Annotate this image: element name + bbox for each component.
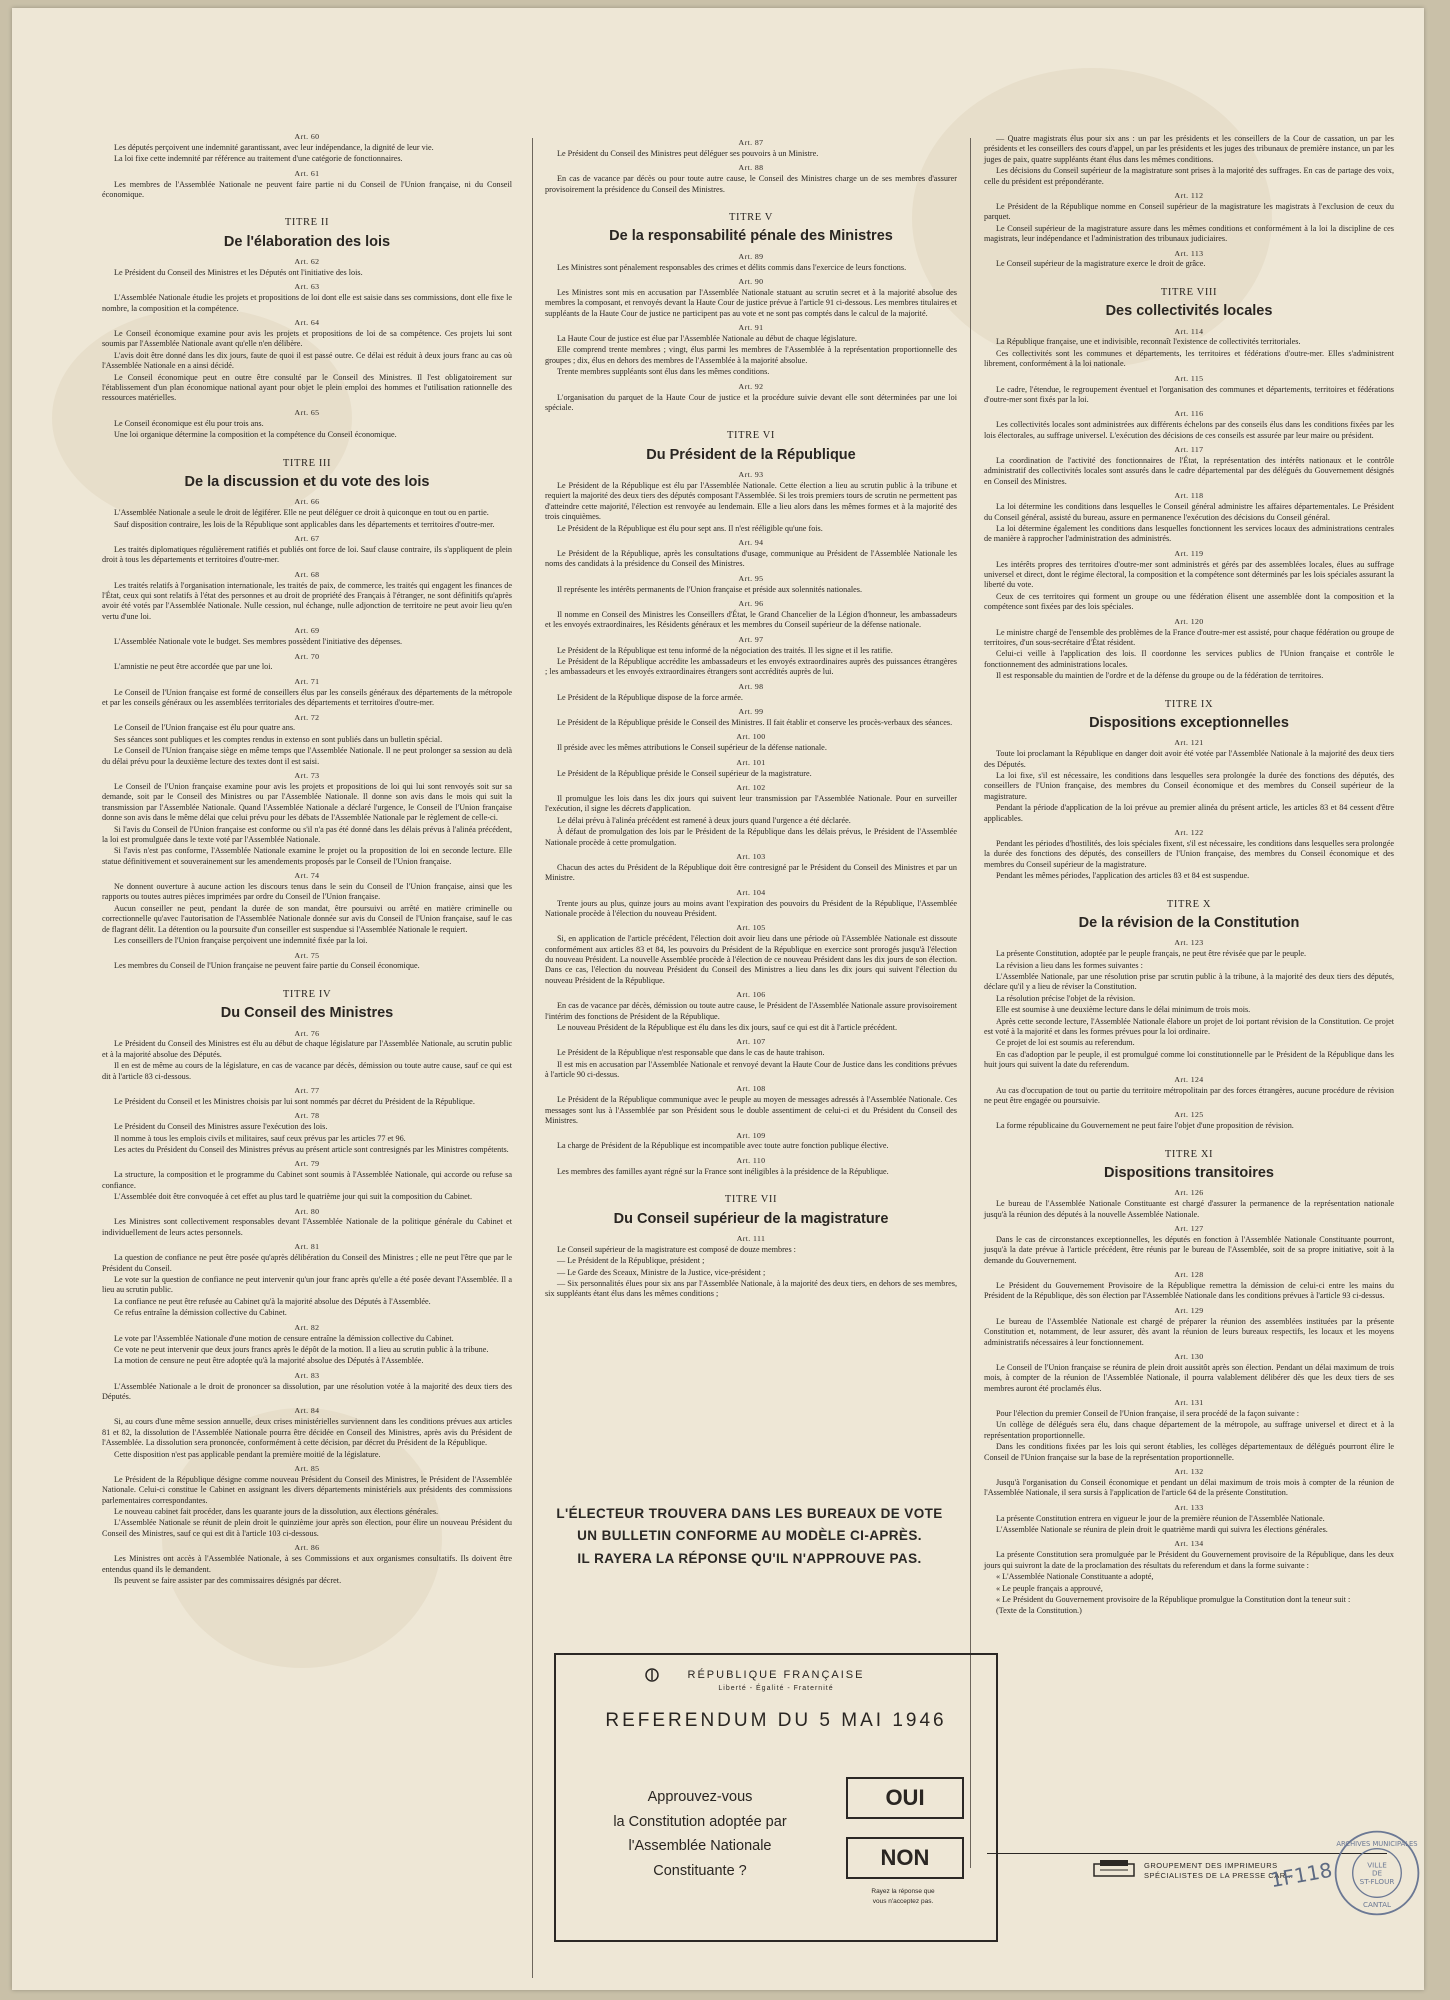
article-heading: Art. 88 xyxy=(738,163,764,173)
article-text: Le Président de la République communique avec le peuple au moyen de messages adressés à l'Assemblée Nationale. Ces messages sont lus à l'Assemblée par son Président sous le double assentiment de celui-ci et du Président du Conseil des Ministres. xyxy=(545,1095,957,1126)
article-text: — Six personnalités élues pour six ans par l'Assemblée Nationale, à la majorité des deux tiers, en dehors de ses membres, six suppléants étant élus dans les mêmes conditions ; xyxy=(545,1279,957,1299)
article-text: Le vote par l'Assemblée Nationale d'une motion de censure entraîne la démission collective du Cabinet. xyxy=(114,1333,454,1343)
titre-label: TITRE XI xyxy=(1164,1148,1214,1160)
article-text: Les membres des familles ayant régné sur la France sont inéligibles à la présidence de la République. xyxy=(557,1166,889,1176)
article-text: La loi détermine également les conditions dans lesquelles fonctionnent les services locaux des administrations centrales de manière à rapprocher l'administration des administrés. xyxy=(984,523,1394,544)
article-text: La loi fixe, s'il est nécessaire, les conditions dans lesquelles sera prolongée la durée des fonctions des députés, des conseillers de l'Union française, des membres du Conseil économique et des membres du Conseil supérieur de la magistrature. xyxy=(984,771,1394,801)
article-text: — Le Président de la République, président ; xyxy=(557,1256,705,1266)
emblem-icon xyxy=(644,1667,660,1683)
article-text: L'Assemblée Nationale étudie les projets et propositions de loi dont elle est saisie dans ses commissions, dont elle fixe le nombre, la composition et la compétence. xyxy=(102,293,512,313)
article-heading: Art. 124 xyxy=(1174,1074,1204,1084)
titre-label: TITRE III xyxy=(282,457,332,469)
article-text: Si l'avis du Conseil de l'Union française est conforme ou s'il n'a pas été donné dans les délais prévus à l'alinéa précédent, la loi est promulguée dans le texte voté par l'Assemblée Nationale. xyxy=(102,824,512,844)
article-heading: Art. 62 xyxy=(294,257,320,267)
article-heading: Art. 111 xyxy=(736,1233,766,1243)
titre-title: De la révision de la Constitution xyxy=(1078,914,1300,931)
stamp-center-text: ST-FLOUR xyxy=(1359,1876,1395,1886)
article-text: « Le peuple français a approuvé, xyxy=(996,1583,1103,1593)
titre-label: TITRE VII xyxy=(724,1194,778,1206)
article-text: Le Conseil économique peut en outre être consulté par le Conseil des Ministres. Il l'est obligatoirement sur l'établissement d'un plan économique national ayant pour objet le plein emploi des hommes et l'utilisation rationnelle des ressources matérielles. xyxy=(102,372,512,403)
article-text: Ceux de ces territoires qui forment un groupe ou une fédération élisent une assemblée dont la composition et la compétence sont fixées par des lois spéciales. xyxy=(984,591,1394,612)
article-heading: Art. 81 xyxy=(294,1242,320,1252)
article-text: Le Président de la République nomme en Conseil supérieur de la magistrature les magistrats à l'exclusion de ceux du parquet. xyxy=(984,201,1394,222)
article-text: Les Ministres sont mis en accusation par l'Assemblée Nationale statuant au scrutin secret et à la majorité absolue des membres la composant, et renvoyés devant la Haute Cour de justice prévue à l'article 91 ci-dessous. Les membres titulaires et suppléants de la Haute Cour de justice ne participent pas au vote et ne sont pas comptés dans le calcul de la majorité. xyxy=(545,287,957,318)
article-text: Jusqu'à l'organisation du Conseil économique et pendant un délai maximum de trois mois à compter de la réunion de l'Assemblée Nationale, il sera sursis à l'application de l'article 64 de la présente Constitution. xyxy=(984,1477,1394,1498)
article-text: Il nomme à tous les emplois civils et militaires, sauf ceux prévus par les articles 77 et 96. xyxy=(114,1133,406,1143)
article-heading: Art. 73 xyxy=(294,771,320,781)
article-text: Le Conseil économique est élu pour trois ans. xyxy=(114,418,264,428)
article-text: Il représente les intérêts permanents de l'Union française et préside aux solennités nationales. xyxy=(557,584,862,594)
article-heading: Art. 91 xyxy=(738,323,764,333)
titre-title: De l'élaboration des lois xyxy=(223,233,391,250)
article-heading: Art. 105 xyxy=(736,923,766,933)
article-heading: Art. 100 xyxy=(736,732,766,742)
article-text: Chacun des actes du Président de la République doit être contresigné par le Président du Conseil des Ministres et par un Ministre. xyxy=(545,862,957,883)
notice-line: UN BULLETIN CONFORME AU MODÈLE CI-APRÈS. xyxy=(577,1528,922,1544)
article-text: Le délai prévu à l'alinéa précédent est ramené à deux jours quand l'urgence a été déclarée. xyxy=(557,815,851,825)
article-text: Dans le cas de circonstances exceptionnelles, les députés en fonction à l'Assemblée Nationale Constituante pourront, jusqu'à la date prévue à l'article précédent, être réunis par le bureau de l'Assemblée, soit de sa propre initiative, soit à la demande du Gouvernement. xyxy=(984,1234,1394,1265)
article-text: La présente Constitution, adoptée par le peuple français, ne peut être révisée que par le peuple. xyxy=(996,949,1307,959)
article-text: La loi détermine les conditions dans lesquelles le Conseil général administre les affaires départementales. Le Président du Conseil général, assisté du bureau, assure en permanence l'exécution des décisions du Conseil général. xyxy=(984,502,1394,522)
article-heading: Art. 131 xyxy=(1174,1398,1204,1408)
article-text: Ce projet de loi est soumis au referendum. xyxy=(996,1038,1135,1048)
article-text: Une loi organique détermine la composition et la compétence du Conseil économique. xyxy=(114,430,397,440)
article-text: Le Président de la République, après les consultations d'usage, communique au Président de l'Assemblée Nationale les noms des candidats à la présidence du Conseil des Ministres. xyxy=(545,548,957,569)
article-text: Si, en application de l'article précédent, l'élection doit avoir lieu dans une période où l'Assemblée Nationale est dissoute conformément aux articles 83 et 84, les pouvoirs du Président de la République en exercice sont prorogés jusqu'à l'élection du nouveau Président. La nouvelle Assemblée procède à l'élection de ce nouveau Président dans les dix jours de son élection. Dans ce cas, l'élection du nouveau Président du Conseil des Ministres a lieu dans les dix jours qui suivent l'élection du nouveau Président de la République. xyxy=(545,934,957,985)
voter-notice xyxy=(552,1503,947,1570)
article-heading: Art. 93 xyxy=(738,470,764,480)
article-text: Le Président de la République préside le Conseil supérieur de la magistrature. xyxy=(557,768,812,778)
article-text: Celui-ci veille à l'application des lois. Il coordonne les services publics de l'Union française et contrôle le fonctionnement des administrations locales. xyxy=(984,649,1394,669)
titre-label: TITRE X xyxy=(1166,898,1212,910)
article-text: Le Conseil de l'Union française est élu pour quatre ans. xyxy=(114,723,296,733)
article-text: Le Conseil de l'Union française est formé de conseillers élus par les conseils généraux des départements de la métropole et par les conseils généraux ou les assemblées territoriales des départements et territoires d'outre-mer. xyxy=(102,687,512,708)
article-text: Pendant la période d'application de la loi prévue au premier alinéa du présent article, les articles 83 et 84 cessent d'être applicables. xyxy=(984,803,1394,823)
article-heading: Art. 87 xyxy=(738,138,764,147)
article-text: L'Assemblée Nationale se réunit de plein droit le quinzième jour après son élection, pour élire un nouveau Président du Conseil des Ministres, sauf ce qui est dit à l'article 103 ci-dessous. xyxy=(102,1518,512,1538)
article-text: Le Président de la République désigne comme nouveau Président du Conseil des Ministres, le Président de l'Assemblée Nationale. Celui-ci constitue le Cabinet en assignant les divers départements ministériels aux présidents des commissions parlementaires correspondantes. xyxy=(102,1474,512,1505)
titre-title: Des collectivités locales xyxy=(1105,303,1273,320)
article-text: La présente Constitution entrera en vigueur le jour de la première réunion de l'Assemblée Nationale. xyxy=(996,1513,1325,1523)
stamp-bottom-text: CANTAL xyxy=(1362,1900,1392,1910)
article-heading: Art. 129 xyxy=(1174,1305,1204,1315)
article-text: La coordination de l'activité des fonctionnaires de l'État, la représentation des intérêts nationaux et le contrôle administratif des collectivités locales sont assurés dans le cadre départemental par des délégués du Gouvernement désignés en Conseil des Ministres. xyxy=(984,455,1394,486)
article-text: Les membres du Conseil de l'Union française ne peuvent faire partie du Conseil économique. xyxy=(114,961,420,971)
ballot-question-line: la Constitution adoptée par xyxy=(613,1813,787,1830)
article-text: Le Conseil économique examine pour avis les projets et propositions de loi de sa compétence. Ces projets lui sont soumis par l'Assemblée Nationale avant qu'elle n'en délibère. xyxy=(102,329,512,349)
article-text: À défaut de promulgation des lois par le Président de la République dans les délais prévus, le Président de l'Assemblée Nationale procède à cette promulgation. xyxy=(545,827,957,847)
article-heading: Art. 86 xyxy=(294,1543,320,1553)
article-heading: Art. 119 xyxy=(1174,548,1204,558)
article-heading: Art. 114 xyxy=(1174,326,1204,336)
article-text: L'Assemblée doit être convoquée à cet effet au plus tard le quatrième jour qui suit la composition du Cabinet. xyxy=(114,1192,473,1202)
article-text: Le nouveau cabinet fait procéder, dans les quarante jours de la dissolution, aux élections générales. xyxy=(114,1507,439,1517)
article-text: Les intérêts propres des territoires d'outre-mer sont administrés et gérés par des assemblées locales, élues au suffrage universel et direct, dont le régime électoral, la composition et la compétence sont déterminés par les lois spéciales assurant la liberté du vote. xyxy=(984,559,1394,590)
article-text: Le Président du Conseil et les Ministres choisis par lui sont nommés par décret du Président de la République. xyxy=(114,1096,475,1106)
titre-title: Du Conseil des Ministres xyxy=(220,1005,394,1022)
article-heading: Art. 109 xyxy=(736,1130,766,1140)
article-heading: Art. 130 xyxy=(1174,1352,1204,1361)
article-text: Les collectivités locales sont administrées aux différents échelons par des conseils élus dans les conditions fixées par les lois électorales, au suffrage universel. L'exécution des décisions de ces conseils est assurée par leur maire ou président. xyxy=(984,420,1394,440)
article-text: Le ministre chargé de l'ensemble des problèmes de la France d'outre-mer est assisté, pour chaque fédération ou groupe de territoires, d'un sous-secrétaire d'État résident. xyxy=(984,627,1394,647)
article-text: Les traités relatifs à l'organisation internationale, les traités de paix, de commerce, les traités qui engagent les finances de l'État, ceux qui sont relatifs à l'état des personnes et au droit de propriété des Français à l'étranger, ne sont définitifs qu'après avoir été votés par l'Assemblée Nationale. Nulle cession, nul échange, nulle adjonction de territoire ne peut avoir lieu qu'en vertu d'une loi. xyxy=(102,580,512,621)
column-divider xyxy=(532,138,533,1978)
article-heading: Art. 121 xyxy=(1174,738,1204,748)
ballot-note-line: Rayez la réponse que xyxy=(871,1888,935,1895)
article-text: Le Président de la République est tenu informé de la négociation des traités. Il les signe et il les ratifie. xyxy=(557,645,893,655)
titre-label: TITRE V xyxy=(729,212,773,223)
article-text: Il est responsable du maintien de l'ordre et de la défense du groupe ou de la fédération de territoires. xyxy=(996,671,1324,681)
article-text: Les actes du Président du Conseil des Ministres prévus au présent article sont contresignés par les Ministres compétents. xyxy=(114,1145,509,1155)
article-text: Trente membres suppléants sont élus dans les mêmes conditions. xyxy=(557,367,770,377)
article-heading: Art. 69 xyxy=(294,626,320,636)
article-text: Les traités diplomatiques régulièrement ratifiés et publiés ont force de loi. Sauf clause contraire, ils s'appliquent de plein droit à tous les départements et territoires d'outre-mer. xyxy=(102,544,512,565)
ballot-note-line: vous n'acceptez pas. xyxy=(872,1897,934,1905)
column-3 xyxy=(984,134,1394,1694)
article-heading: Art. 70 xyxy=(294,651,320,661)
article-heading: Art. 118 xyxy=(1174,491,1204,501)
article-heading: Art. 106 xyxy=(736,990,766,1000)
article-heading: Art. 125 xyxy=(1174,1110,1204,1120)
article-text: Le bureau de l'Assemblée Nationale Constituante est chargé d'assurer la permanence de la représentation nationale jusqu'à la réunion des députés à la nouvelle Assemblée Nationale. xyxy=(984,1199,1394,1219)
column-1 xyxy=(102,128,512,1968)
article-text: La charge de Président de la République est incompatible avec toute autre fonction publique élective. xyxy=(557,1141,889,1151)
article-text: Les décisions du Conseil supérieur de la magistrature sont prises à la majorité des suffrages. En cas de partage des voix, celle du président est prépondérante. xyxy=(984,166,1394,186)
article-text: Le cadre, l'étendue, le regroupement éventuel et l'organisation des communes et départements, territoires et fédérations d'outre-mer sont fixés par la loi. xyxy=(984,384,1394,404)
article-heading: Art. 63 xyxy=(294,282,320,292)
article-text: Il est mis en accusation par l'Assemblée Nationale et renvoyé devant la Haute Cour de Justice dans les conditions prévues à l'article 90 ci-dessus. xyxy=(545,1059,957,1080)
non-box: NON xyxy=(846,1837,964,1879)
article-text: Ces collectivités sont les communes et départements, les territoires et fédérations d'outre-mer. Elles s'administrent librement, conformément à la loi nationale. xyxy=(984,348,1394,369)
article-text: Le Conseil supérieur de la magistrature exerce le droit de grâce. xyxy=(996,259,1206,269)
article-heading: Art. 92 xyxy=(738,381,764,391)
article-text: Le Président du Conseil des Ministres est élu au début de chaque législature par l'Assemblée Nationale, au scrutin public et à la majorité absolue des Députés. xyxy=(102,1039,512,1059)
article-text: Ne donnent ouverture à aucune action les discours tenus dans le sein du Conseil de l'Union française, ainsi que les rapports ou toutes autres pièces imprimées par ordre du Conseil de l'Union française. xyxy=(102,882,512,902)
article-text: Les députés perçoivent une indemnité garantissant, avec leur indépendance, la dignité de leur vie. xyxy=(114,142,434,152)
article-heading: Art. 96 xyxy=(738,599,764,609)
titre-title: De la discussion et du vote des lois xyxy=(184,473,430,490)
article-text: Les Ministres sont pénalement responsables des crimes et délits commis dans l'exercice de leurs fonctions. xyxy=(557,262,907,272)
article-text: Le Conseil de l'Union française se réunira de plein droit aussitôt après son élection. Pendant un délai maximum de trois mois, à compter de la réunion de l'Assemblée Nationale, il pourra valablement délibérer dès que les deux tiers de ses membres auront été proclamés élus. xyxy=(984,1362,1394,1393)
ballot-question-line: Approuvez-vous xyxy=(647,1789,753,1805)
article-text: L'amnistie ne peut être accordée que par une loi. xyxy=(114,662,273,672)
ballot-title: REFERENDUM DU 5 MAI 1946 xyxy=(605,1710,947,1731)
article-heading: Art. 77 xyxy=(294,1086,320,1096)
ballot-specimen xyxy=(554,1653,998,1942)
article-text: L'Assemblée Nationale, par une résolution prise par scrutin public à la tribune, à la majorité des deux tiers des députés, déclare qu'il y a lieu de réviser la Constitution. xyxy=(984,971,1394,992)
article-heading: Art. 120 xyxy=(1174,616,1204,626)
archive-stamp xyxy=(1332,1828,1422,1918)
stamp-ring-text: ARCHIVES MUNICIPALES xyxy=(1336,1840,1418,1848)
article-heading: Art. 74 xyxy=(294,871,320,881)
article-text: Les Ministres sont collectivement responsables devant l'Assemblée Nationale de la politique générale du Cabinet et individuellement de leurs actes personnels. xyxy=(102,1217,512,1237)
notice-line: IL RAYERA LA RÉPONSE QU'IL N'APPROUVE PAS. xyxy=(577,1550,922,1566)
archive-signature: 1F118 xyxy=(1268,1857,1335,1893)
article-text: Après cette seconde lecture, l'Assemblée Nationale élabore un projet de loi portant révision de la Constitution. Ce projet est voté à la majorité et dans les formes prévues pour la loi ordinaire. xyxy=(984,1016,1394,1037)
article-text: La République française, une et indivisible, reconnaît l'existence de collectivités territoriales. xyxy=(996,337,1301,347)
article-heading: Art. 133 xyxy=(1174,1502,1204,1512)
article-text: Ses séances sont publiques et les comptes rendus in extenso en sont publiés dans un bulletin spécial. xyxy=(114,734,443,744)
article-text: Elle est soumise à une deuxième lecture dans le délai minimum de trois mois. xyxy=(996,1005,1251,1015)
article-text: Les Ministres ont accès à l'Assemblée Nationale, à ses Commissions et aux organismes consultatifs. Ils doivent être entendus quand ils le demandent. xyxy=(102,1554,512,1574)
article-text: Le Conseil de l'Union française examine pour avis les projets et propositions de loi qui lui sont renvoyés soit sur sa demande, soit par le Conseil des Ministres ou par l'Assemblée Nationale. Il donne son avis dans le mois qui suit la transmission par l'Assemblée Nationale. Quand l'Assemblée Nationale a déclaré l'urgence, le Conseil de l'Union française donne son avis dans le même délai que celui prévu pour les débats de l'Assemblée Nationale par le règlement de celle-ci. xyxy=(102,781,512,823)
article-text: Pour l'élection du premier Conseil de l'Union française, il sera procédé de la façon suivante : xyxy=(996,1409,1300,1418)
article-heading: Art. 61 xyxy=(294,168,320,178)
article-text: Aucun conseiller ne peut, pendant la durée de son mandat, être poursuivi ou arrêté en matière criminelle ou correctionnelle qu'avec l'autorisation de l'Assemblée Nationale donnée sur avis du Conseil de l'Union française, sauf le cas de flagrant délit. La détention ou la poursuite d'un conseiller est suspendue si l'Assemblée Nationale le requiert. xyxy=(102,903,512,934)
titre-title: Du Conseil supérieur de la magistrature xyxy=(613,1210,889,1227)
article-text: Le Conseil de l'Union française siège en même temps que l'Assemblée Nationale. Il ne peut prolonger sa session au delà du délai prévu pour la deuxième lecture des textes dont il est saisi. xyxy=(102,746,512,766)
article-heading: Art. 102 xyxy=(736,783,766,793)
article-text: Il préside avec les mêmes attributions le Conseil supérieur de la défense nationale. xyxy=(557,743,827,753)
article-text: En cas de vacance par décès, démission ou toute autre cause, le Président de l'Assemblée Nationale assure provisoirement l'intérim des fonctions de Président de la République. xyxy=(545,1001,957,1021)
article-text: Il en est de même au cours de la législature, en cas de vacance par décès, démission ou toute autre cause, sauf ce qui est dit à l'article 83 ci-dessous. xyxy=(102,1061,512,1081)
article-heading: Art. 75 xyxy=(294,950,320,960)
printer-line: SPÉCIALISTES DE LA PRESSE CAR... xyxy=(1144,1870,1294,1880)
article-text: Le Conseil supérieur de la magistrature est composé de douze membres : xyxy=(557,1244,796,1254)
article-heading: Art. 94 xyxy=(738,538,764,548)
printer-logo-icon xyxy=(1092,1858,1136,1880)
article-text: « Le Président du Gouvernement provisoire de la République promulgue la Constitution dont la teneur suit : xyxy=(996,1594,1351,1604)
titre-title: Dispositions exceptionnelles xyxy=(1089,714,1289,731)
stamp-center-text: VILLE xyxy=(1367,1860,1387,1870)
article-text: Le Président de la République est élu pour sept ans. Il n'est rééligible qu'une fois. xyxy=(557,523,823,533)
article-text: Le Président du Conseil des Ministres assure l'exécution des lois. xyxy=(114,1122,328,1132)
article-heading: Art. 90 xyxy=(738,277,764,287)
titre-label: TITRE IV xyxy=(282,988,332,1000)
stamp-center-text: DE xyxy=(1371,1868,1383,1878)
article-heading: Art. 117 xyxy=(1174,445,1204,455)
article-text: Les conseillers de l'Union française perçoivent une indemnité fixée par la loi. xyxy=(114,936,368,946)
article-heading: Art. 122 xyxy=(1174,828,1204,838)
ballot-note xyxy=(846,1887,960,1907)
article-text: La motion de censure ne peut être adoptée qu'à la majorité absolue des Députés à l'Assemblée. xyxy=(114,1356,424,1366)
article-text: Le Président du Conseil des Ministres peut déléguer ses pouvoirs à un Ministre. xyxy=(557,148,819,158)
article-heading: Art. 66 xyxy=(294,497,320,507)
article-heading: Art. 104 xyxy=(736,887,766,897)
article-text: L'Assemblée Nationale vote le budget. Ses membres possèdent l'initiative des dépenses. xyxy=(114,637,403,647)
article-heading: Art. 89 xyxy=(738,251,764,261)
article-heading: Art. 76 xyxy=(294,1028,320,1038)
article-text: La révision a lieu dans les formes suivantes : xyxy=(996,960,1143,970)
article-text: L'Assemblée Nationale a le droit de prononcer sa dissolution, par une résolution votée à la majorité des deux tiers des Députés. xyxy=(102,1381,512,1402)
article-text: Si, au cours d'une même session annuelle, deux crises ministérielles surviennent dans les conditions prévues aux articles 81 et 82, la dissolution de l'Assemblée Nationale pourra être décidée en Conseil des Ministres, après avis du Président de l'Assemblée. La dissolution sera prononcée, conformément à cette décision, par décret du Président de la République. xyxy=(102,1417,512,1448)
article-heading: Art. 103 xyxy=(736,851,766,861)
article-text: La résolution précise l'objet de la révision. xyxy=(996,993,1136,1003)
article-text: La présente Constitution sera promulguée par le Président du Gouvernement provisoire de la République, dans les deux jours qui suivront la date de la proclamation des résultats du referendum et dans la forme suivante : xyxy=(984,1550,1394,1570)
article-text: Le Président du Conseil des Ministres et les Députés ont l'initiative des lois. xyxy=(114,268,363,278)
article-text: L'Assemblée Nationale se réunira de plein droit le quatrième mardi qui suivra les élections générales. xyxy=(996,1525,1328,1535)
ballot-question xyxy=(580,1785,820,1884)
titre-title: De la responsabilité pénale des Ministres xyxy=(609,228,893,245)
titre-label: TITRE VIII xyxy=(1160,286,1218,298)
article-heading: Art. 132 xyxy=(1174,1467,1204,1477)
article-heading: Art. 71 xyxy=(294,676,320,686)
article-heading: Art. 108 xyxy=(736,1084,766,1094)
ballot-motto: Liberté - Égalité - Fraternité xyxy=(718,1685,834,1692)
article-text: Le bureau de l'Assemblée Nationale est chargé de préparer la réunion des assemblées instituées par la présente Constitution et, notamment, de leur assurer, dès avant la réunion de leurs bureaux respectifs, les locaux et les moyens administratifs nécessaires à leur fonctionnement. xyxy=(984,1316,1394,1347)
titre-title: Dispositions transitoires xyxy=(1103,1164,1274,1181)
article-text: Le Président de la République accrédite les ambassadeurs et les envoyés extraordinaires auprès des puissances étrangères ; les ambassadeurs et les envoyés extraordinaires étrangers sont accrédités auprès de lui. xyxy=(545,657,957,677)
article-heading: Art. 116 xyxy=(1174,409,1204,419)
article-text: Dans les conditions fixées par les lois qui seront établies, les collèges départementaux de délégués pourront élire le Conseil de l'Union française sur la base de la représentation proportionnelle. xyxy=(984,1442,1394,1462)
article-text: Il nomme en Conseil des Ministres les Conseillers d'État, le Grand Chancelier de la Légion d'honneur, les ambassadeurs et les envoyés extraordinaires, les Résidents généraux et les membres du Conseil supérieur de la défense nationale. xyxy=(545,609,957,630)
article-heading: Art. 80 xyxy=(294,1206,320,1216)
footer-rule xyxy=(987,1853,1387,1854)
article-heading: Art. 97 xyxy=(738,634,764,644)
article-text: L'organisation du parquet de la Haute Cour de justice et la procédure suivie devant elle sont déterminées par une loi spéciale. xyxy=(545,392,957,412)
article-text: (Texte de la Constitution.) xyxy=(996,1606,1082,1616)
notice-line: L'ÉLECTEUR TROUVERA DANS LES BUREAUX DE VOTE xyxy=(556,1506,943,1521)
article-heading: Art. 134 xyxy=(1174,1539,1204,1549)
article-text: Les membres de l'Assemblée Nationale ne peuvent faire partie ni du Conseil de l'Union française, ni du Conseil économique. xyxy=(102,179,512,199)
article-heading: Art. 127 xyxy=(1174,1224,1204,1234)
article-text: — Quatre magistrats élus pour six ans : un par les présidents et les conseillers de la Cour de cassation, un par les présidents et les conseillers des cours d'appel, un par les présidents et les juges des tribunaux de première instance, un par les juges de paix, quatre suppléants étant élus dans les mêmes conditions. xyxy=(984,134,1394,164)
article-text: La structure, la composition et le programme du Cabinet sont soumis à l'Assemblée Nationale, qui accorde ou refuse sa confiance. xyxy=(102,1170,512,1190)
printer-line: GROUPEMENT DES IMPRIMEURS xyxy=(1144,1861,1278,1870)
article-text: Le Président de la République est élu par l'Assemblée Nationale. Cette élection a lieu au scrutin public à la tribune et requiert la majorité des deux tiers des députés composant l'Assemblée. Si les trois premiers tours de scrutin ne permettent pas d'atteindre cette majorité, l'élection est renvoyée au lendemain. Elle a lieu alors dans les mêmes formes et à la majorité des trois cinquièmes. xyxy=(545,480,957,522)
article-heading: Art. 126 xyxy=(1174,1188,1204,1198)
article-text: L'Assemblée Nationale a seule le droit de légiférer. Elle ne peut déléguer ce droit à quiconque en tout ou en partie. xyxy=(114,508,489,518)
document-sheet xyxy=(12,8,1424,1990)
ballot-question-line: Constituante ? xyxy=(653,1862,747,1879)
article-heading: Art. 79 xyxy=(294,1159,320,1169)
article-text: La question de confiance ne peut être posée qu'après délibération du Conseil des Ministres ; elle ne peut l'être que par le Président du Conseil. xyxy=(102,1253,512,1273)
article-text: Si l'avis n'est pas conforme, l'Assemblée Nationale examine le projet ou la proposition de loi en seconde lecture. Elle statue définitivement et souverainement sur les amendements proposés par le Conseil de l'Union française. xyxy=(102,846,512,866)
article-heading: Art. 84 xyxy=(294,1406,320,1416)
ballot-header: RÉPUBLIQUE FRANÇAISE xyxy=(687,1669,865,1681)
article-heading: Art. 128 xyxy=(1174,1270,1204,1280)
article-text: L'avis doit être donné dans les dix jours, faute de quoi il est passé outre. Ce délai est réduit à deux jours franc au cas où l'Assemblée Nationale en a ainsi décidé. xyxy=(102,350,512,371)
article-text: Le vote sur la question de confiance ne peut intervenir qu'un jour franc après qu'elle a été posée devant l'Assemblée. Il a lieu au scrutin public. xyxy=(102,1274,512,1295)
article-heading: Art. 101 xyxy=(736,757,766,767)
article-heading: Art. 113 xyxy=(1174,248,1204,258)
article-heading: Art. 64 xyxy=(294,318,320,328)
article-heading: Art. 78 xyxy=(294,1111,320,1121)
article-text: Pendant les périodes d'hostilités, des lois spéciales fixent, s'il est nécessaire, les conditions dans lesquelles sera prolongée la durée des fonctions des députés, des conseillers de l'Union française, des membres du Conseil économique et des membres du Conseil supérieur de la magistrature. xyxy=(984,838,1394,869)
column-2 xyxy=(545,134,957,1299)
ballot-question-line: l'Assemblée Nationale xyxy=(628,1838,772,1855)
article-text: Le Président de la République dispose de la force armée. xyxy=(557,692,743,702)
article-text: Cette disposition n'est pas applicable pendant la première moitié de la législature. xyxy=(114,1449,381,1459)
article-heading: Art. 82 xyxy=(294,1322,320,1332)
titre-label: TITRE VI xyxy=(726,430,776,442)
article-text: En cas d'adoption par le peuple, il est promulgué comme loi constitutionnelle par le Président de la République dans les huit jours qui suivent la date du referendum. xyxy=(984,1049,1394,1070)
article-heading: Art. 99 xyxy=(738,707,764,717)
article-text: Au cas d'occupation de tout ou partie du territoire métropolitain par des forces étrangères, aucune procédure de révision ne peut être engagée ou poursuivie. xyxy=(984,1085,1394,1105)
article-text: — Le Garde des Sceaux, Ministre de la Justice, vice-président ; xyxy=(557,1267,766,1277)
article-heading: Art. 107 xyxy=(736,1037,766,1047)
article-text: « L'Assemblée Nationale Constituante a adopté, xyxy=(996,1572,1154,1582)
article-text: Ce refus entraîne la démission collective du Cabinet. xyxy=(114,1308,287,1318)
article-text: Un collège de délégués sera élu, dans chaque département de la métropole, au suffrage universel et direct et à la représentation proportionnelle. xyxy=(984,1420,1394,1440)
article-heading: Art. 65 xyxy=(294,407,320,417)
article-heading: Art. 110 xyxy=(736,1155,766,1165)
article-text: Sauf disposition contraire, les lois de la République sont applicables dans les départements et territoires d'outre-mer. xyxy=(114,519,495,529)
article-text: Ils peuvent se faire assister par des commissaires désignés par décret. xyxy=(114,1575,342,1585)
article-text: La loi fixe cette indemnité par référence au traitement d'une catégorie de fonctionnaires. xyxy=(114,154,403,164)
article-text: La forme républicaine du Gouvernement ne peut faire l'objet d'une proposition de révision. xyxy=(996,1121,1294,1131)
article-heading: Art. 72 xyxy=(294,712,320,722)
article-text: Le nouveau Président de la République est élu dans les dix jours, sauf ce qui est dit à l'article précédent. xyxy=(557,1022,898,1032)
titre-label: TITRE II xyxy=(284,217,330,229)
article-text: Elle comprend trente membres ; vingt, élus parmi les membres de l'Assemblée à la représentation proportionnelle des groupes ; dix, élus en dehors des membres de l'Assemblée à la majorité absolue. xyxy=(545,345,957,365)
titre-label: TITRE IX xyxy=(1164,698,1214,710)
article-text: Le Président de la République préside le Conseil des Ministres. Il fait établir et conserve les procès-verbaux des séances. xyxy=(557,718,953,728)
article-heading: Art. 68 xyxy=(294,569,320,579)
article-text: Pendant les mêmes périodes, l'application des articles 83 et 84 est suspendue. xyxy=(996,871,1250,881)
article-text: Le Président de la République n'est responsable que dans le cas de haute trahison. xyxy=(557,1048,825,1058)
article-heading: Art. 85 xyxy=(294,1463,320,1473)
article-heading: Art. 112 xyxy=(1174,191,1204,201)
article-text: Toute loi proclamant la République en danger doit avoir été votée par l'Assemblée Nationale à la majorité des deux tiers des Députés. xyxy=(984,749,1394,769)
article-heading: Art. 123 xyxy=(1174,938,1204,948)
article-heading: Art. 98 xyxy=(738,681,764,691)
article-text: Il promulgue les lois dans les dix jours qui suivent leur transmission par l'Assemblée Nationale. Pour en surveiller l'exécution, il signe les décrets d'application. xyxy=(545,793,957,814)
article-heading: Art. 67 xyxy=(294,534,320,544)
article-text: La Haute Cour de justice est élue par l'Assemblée Nationale au début de chaque législature. xyxy=(557,334,857,344)
article-text: Ce vote ne peut intervenir que deux jours francs après le dépôt de la motion. Il a lieu au scrutin public à la tribune. xyxy=(114,1344,489,1354)
article-heading: Art. 115 xyxy=(1174,373,1204,383)
article-text: La confiance ne peut être refusée au Cabinet qu'à la majorité absolue des Députés à l'Assemblée. xyxy=(114,1296,431,1306)
titre-title: Du Président de la République xyxy=(646,446,856,463)
article-text: Le Président du Gouvernement Provisoire de la République remettra la démission de celui-ci entre les mains du Président de la République, dès son élection par l'Assemblée Nationale dans les conditions prévues à l'article 93 ci-dessus. xyxy=(984,1281,1394,1301)
article-heading: Art. 83 xyxy=(294,1370,320,1380)
article-heading: Art. 60 xyxy=(294,132,320,141)
article-text: En cas de vacance par décès ou pour toute autre cause, le Conseil des Ministres charge un de ses membres d'assurer provisoirement la présidence du Conseil des Ministres. xyxy=(545,174,957,194)
column-divider xyxy=(970,138,971,1868)
article-heading: Art. 95 xyxy=(738,573,764,583)
oui-box: OUI xyxy=(846,1777,964,1819)
article-text: Le Conseil supérieur de la magistrature assure dans les mêmes conditions et conformément à la loi la discipline de ces magistrats, leur indépendance et l'administration des tribunaux judiciaires. xyxy=(984,223,1394,244)
article-text: Trente jours au plus, quinze jours au moins avant l'expiration des pouvoirs du Président de la République, l'Assemblée Nationale procède à l'élection du nouveau Président. xyxy=(545,898,957,918)
